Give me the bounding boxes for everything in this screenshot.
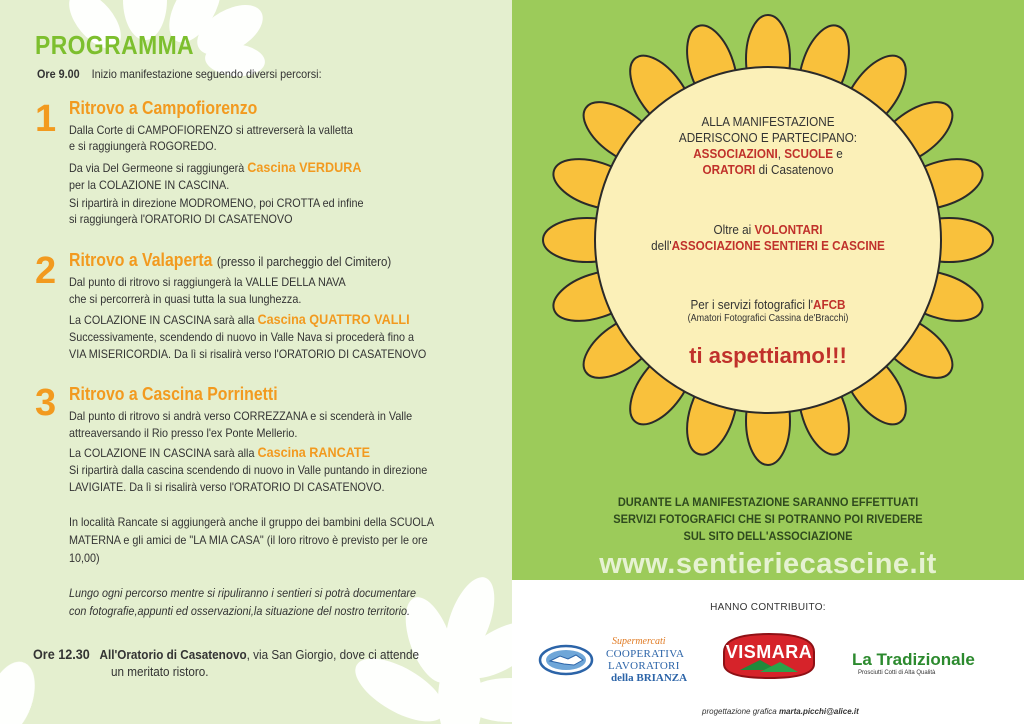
step-1-line: Dalla Corte di CAMPOFIORENZO si attreverserà la valletta	[69, 123, 353, 137]
step-3-line: La COLAZIONE IN CASCINA sarà alla Cascina RANCATE	[69, 444, 370, 460]
end-row: Ore 12.30 All'Oratorio di Casatenovo, via San Giorgio, dove ci attende	[33, 646, 419, 662]
step-1-line: Da via Del Germeone si raggiungerà Cascina VERDURA	[69, 159, 362, 175]
cascina-verdura: Cascina VERDURA	[247, 159, 362, 175]
coop-line3: della BRIANZA	[611, 672, 688, 684]
vismara-logo	[720, 630, 818, 682]
step-2-line: Dal punto di ritrovo si raggiungerà la VALLE DELLA NAVA	[69, 275, 346, 289]
step-1-line: per la COLAZIONE IN CASCINA.	[69, 178, 230, 192]
step-3-number: 3	[35, 382, 57, 424]
italic-note-line: Lungo ogni percorso mentre si ripuliranno i sentieri si potrà documentare	[69, 586, 416, 600]
step-2-number: 2	[35, 250, 57, 292]
step-3-line: Dal punto di ritrovo si andrà verso CORREZZANA e si scenderà in Valle	[69, 409, 413, 423]
step-2-line: La COLAZIONE IN CASCINA sarà alla Cascina QUATTRO VALLI	[69, 311, 410, 327]
end-time: Ore 12.30	[33, 646, 90, 662]
participants-panel	[512, 0, 1024, 580]
italic-note-line: con fotografie,appunti ed osservazioni,la situazione del nostro territorio.	[69, 604, 411, 618]
coop-line2: LAVORATORI	[608, 660, 680, 672]
afcb-block: Per i servizi fotografici l'AFCB (Amatori Fotografici Cassina de'Bracchi)	[687, 297, 849, 324]
step-1-title: Ritrovo a Campofiorenzo	[69, 98, 258, 118]
coop-logo	[538, 638, 708, 688]
vismara-text: VISMARA	[725, 642, 813, 662]
step-1-number: 1	[35, 98, 57, 140]
step-1-line: Si ripartirà in direzione MODROMENO, poi CROTTA ed infine	[69, 196, 364, 210]
start-text: Inizio manifestazione seguendo diversi percorsi:	[91, 67, 322, 81]
tradizionale-logo	[852, 650, 1002, 684]
tradizionale-text: La Tradizionale	[852, 650, 975, 669]
aspettiamo-text: ti aspettiamo!!!	[689, 343, 847, 368]
coop-line1: COOPERATIVA	[606, 648, 685, 660]
step-3-line: Si ripartirà dalla cascina scendendo di nuovo in Valle puntando in direzione	[69, 463, 428, 477]
coop-top: Supermercati	[612, 636, 666, 647]
contributors-heading: HANNO CONTRIBUITO:	[710, 602, 826, 613]
step-3-title: Ritrovo a Cascina Porrinetti	[69, 384, 278, 404]
step-3-line: LAVIGIATE. Da lì si risalirà verso l'ORATORIO DI CASATENOVO.	[69, 480, 385, 494]
end-place: All'Oratorio di Casatenovo	[99, 647, 247, 662]
tradizionale-sub: Prosciutti Cotti di Alta Qualità	[858, 670, 936, 676]
step-2-subtitle: (presso il parcheggio del Cimitero)	[216, 254, 392, 269]
adhesion-block: ALLA MANIFESTAZIONE ADERISCONO E PARTECIPANO: ASSOCIAZIONI, SCUOLE e ORATORI di Casatenovo	[678, 114, 858, 177]
rancate-note-line: MATERNA e gli amici de "LA MIA CASA" (il loro ritrovo è previsto per le ore	[69, 533, 428, 547]
rancate-note-line: In località Rancate si aggiungerà anche il gruppo dei bambini della SCUOLA	[69, 515, 435, 529]
cascina-quattro-valli: Cascina QUATTRO VALLI	[257, 311, 410, 327]
step-1-line: e si raggiungerà ROGOREDO.	[69, 139, 217, 153]
step-2-line: Successivamente, scendendo di nuovo in Valle Nava si procederà fino a	[69, 330, 415, 344]
step-2-line: VIA MISERICORDIA. Da lì si risalirà verso l'ORATORIO DI CASATENOVO	[69, 347, 427, 361]
end-row-2: un meritato ristoro.	[111, 664, 209, 679]
design-credit: progettazione grafica marta.picchi@alice.it	[702, 707, 859, 716]
rancate-note-line: 10,00)	[69, 551, 100, 565]
website-link[interactable]: www.sentieriecascine.it	[599, 548, 937, 580]
start-row	[37, 66, 322, 82]
photo-notice: DURANTE LA MANIFESTAZIONE SARANNO EFFETTUATI SERVIZI FOTOGRAFICI CHE SI POTRANNO POI RIVEDERE SUL SITO DELL'ASSOCIAZIONE	[613, 495, 923, 543]
designer-email[interactable]: marta.picchi@alice.it	[778, 707, 859, 716]
step-1-line: si raggiungerà l'ORATORIO DI CASATENOVO	[69, 212, 293, 226]
volunteers-block: Oltre ai VOLONTARI dell'ASSOCIAZIONE SENTIERI E CASCINE	[651, 222, 885, 253]
cascina-rancate: Cascina RANCATE	[257, 444, 370, 460]
handshake-icon	[538, 644, 594, 676]
page-title: PROGRAMMA	[35, 30, 195, 60]
sponsors-panel	[512, 580, 1024, 724]
start-time: Ore 9.00	[37, 67, 80, 81]
step-2-title: Ritrovo a Valaperta (presso il parcheggio del Cimitero)	[69, 250, 392, 270]
step-2-line: che si percorrerà in quasi tutta la sua lunghezza.	[69, 292, 302, 306]
step-3-line: attreaversando il Rio presso l'ex Ponte Mellerio.	[69, 426, 298, 440]
